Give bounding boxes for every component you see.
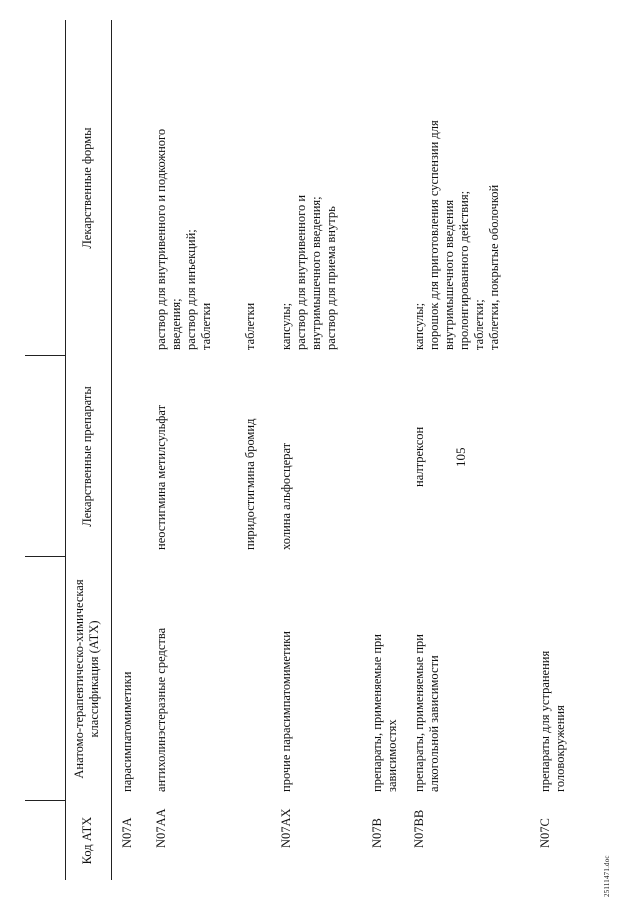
row-drug: пиридостигмина бромид (243, 418, 257, 550)
col-divider-drugs (25, 355, 66, 356)
row-classification (154, 628, 169, 792)
row-form-line: порошок для приготовления суспензии для (427, 120, 441, 350)
col-divider-code (25, 800, 66, 801)
header-code: Код АТХ (80, 816, 94, 865)
row-form-line: раствор для внутривенного и подкожного (154, 128, 168, 350)
row-classification-line: препараты для устранения (538, 650, 552, 792)
row-form-line: таблетки; (472, 299, 486, 350)
row-code: N07BB (412, 809, 426, 848)
row-form-line: внутримышечного введения (442, 199, 456, 350)
row-classification-line: парасимпатомиметики (120, 671, 134, 792)
row-form-line: таблетки, покрытые оболочкой (487, 184, 501, 350)
row-forms (279, 195, 339, 350)
row-form-line: раствор для внутривенного и (294, 194, 308, 350)
row-code: N07A (120, 817, 134, 848)
table-top-border (65, 20, 66, 880)
row-classification-line: алкогольной зависимости (427, 655, 441, 792)
row-code: N07B (370, 818, 384, 848)
row-code: N07AX (279, 808, 293, 848)
header-drugs: Лекарственные препараты (80, 386, 94, 527)
header-classification-line-2: классификация (АТХ) (87, 620, 101, 738)
row-classification-line: зависимостях (385, 719, 399, 792)
row-classification (412, 634, 442, 792)
row-form-line: раствор для приема внутрь (324, 206, 338, 350)
row-drug: неостигмина метилсульфат (154, 404, 168, 550)
row-classification-line: прочие парасимпатомиметики (279, 631, 293, 792)
row-form-line: капсулы; (412, 302, 426, 350)
row-forms (412, 120, 502, 350)
row-classification-line: антихолинэстеразные средства (154, 627, 168, 792)
row-forms (243, 303, 258, 350)
row-code: N07C (538, 818, 552, 848)
col-divider-class (25, 556, 66, 557)
row-classification (538, 651, 568, 792)
header-classification-line-1: Анатомо-терапевтическо-химическая (72, 579, 86, 779)
row-drug: холина альфосцерат (279, 442, 293, 550)
table-header-border (111, 20, 112, 880)
row-classification (120, 672, 135, 792)
row-form-line: таблетки (243, 302, 257, 350)
header-forms: Лекарственные формы (80, 127, 94, 249)
header-classification (72, 557, 102, 801)
row-form-line: раствор для инъекций; (184, 229, 198, 350)
row-classification-line: препараты, применяемые при (370, 634, 384, 792)
row-classification (370, 634, 400, 792)
row-form-line: таблетки (199, 302, 213, 350)
row-form-line: капсулы; (279, 302, 293, 350)
row-form-line: внутримышечного введения; (309, 196, 323, 350)
row-classification-line: головокружения (553, 705, 567, 792)
row-drug: налтрексон (412, 426, 426, 487)
row-classification-line: препараты, применяемые при (412, 634, 426, 792)
page-number: 105 (453, 447, 468, 467)
row-forms (154, 129, 214, 350)
document-id: 25111471.doc (603, 855, 611, 897)
row-classification (279, 631, 294, 792)
row-form-line: пролонгированного действия; (457, 190, 471, 350)
row-form-line: введения; (169, 298, 183, 350)
row-code: N07AA (154, 808, 168, 848)
